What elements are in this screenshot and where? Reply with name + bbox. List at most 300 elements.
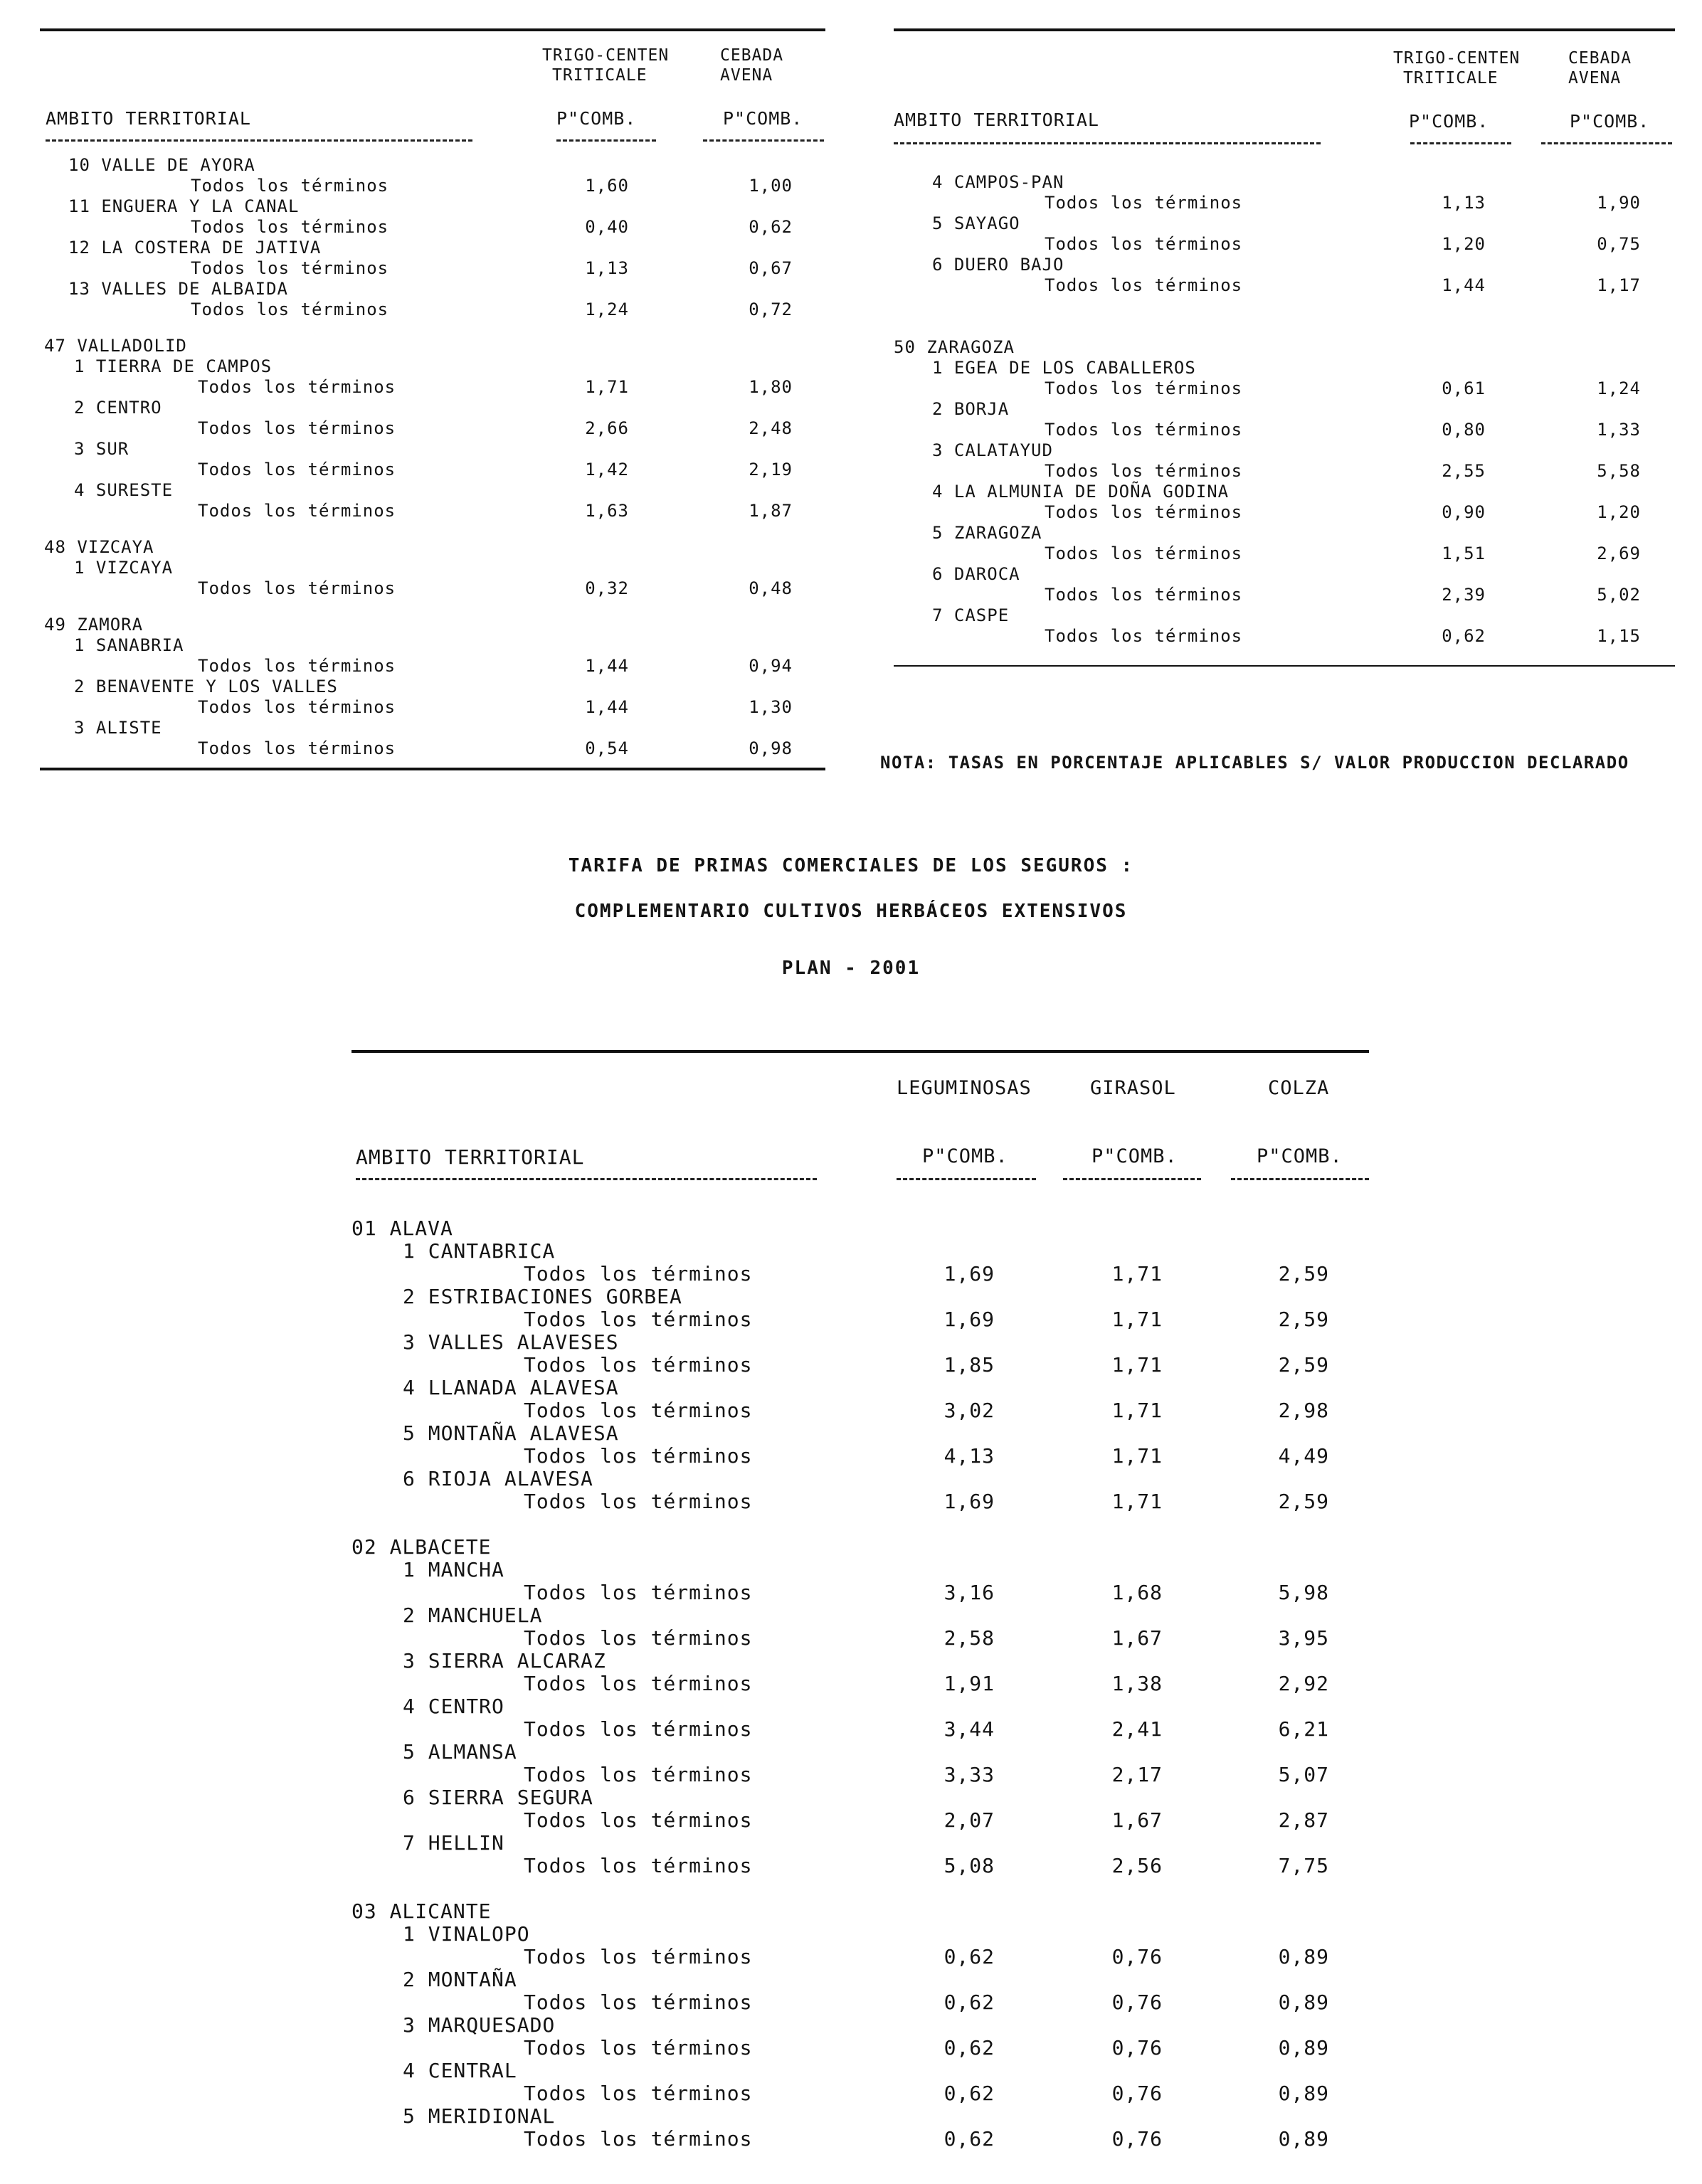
value-row (40, 697, 825, 718)
value-cell-3: 0,89 (1278, 1990, 1329, 2014)
comarca-row (40, 677, 825, 697)
girasol-header: GIRASOL (1090, 1077, 1176, 1099)
comarca-row (352, 1239, 1369, 1262)
row-label: 03 ALICANTE (352, 1899, 492, 1923)
row-label: 3 ALISTE (74, 718, 162, 738)
comarca-row (894, 564, 1675, 585)
value-row (40, 656, 825, 677)
row-label: 1 VINALOPO (403, 1922, 530, 1946)
value-cell-3: 0,89 (1278, 2036, 1329, 2060)
value-cell-1: 1,42 (585, 460, 629, 479)
value-cell-1: 1,44 (585, 656, 629, 676)
value-cell-2: 1,33 (1597, 420, 1641, 440)
row-label: Todos los términos (524, 1808, 753, 1832)
row-label: 2 ESTRIBACIONES GORBEA (403, 1285, 682, 1308)
row-label: Todos los términos (1045, 461, 1243, 481)
comarca-row (352, 1285, 1369, 1308)
value-cell-3: 2,59 (1278, 1262, 1329, 1286)
value-cell-2: 0,75 (1597, 234, 1641, 254)
value-row (40, 217, 825, 238)
value-row (352, 1990, 1369, 2013)
col2-dash (1541, 142, 1672, 144)
value-cell-1: 1,20 (1442, 234, 1486, 254)
value-cell-1: 1,44 (1442, 275, 1486, 295)
row-label: Todos los términos (1045, 420, 1243, 440)
row-label: Todos los términos (198, 418, 396, 438)
value-cell-1: 2,07 (944, 1808, 995, 1832)
value-cell-2: 0,48 (749, 578, 793, 598)
col1-header-line2: TRITICALE (1403, 69, 1498, 88)
row-label: Todos los términos (198, 460, 396, 479)
row-label: Todos los términos (198, 656, 396, 676)
girasol-subheader: P"COMB. (1092, 1145, 1178, 1167)
comarca-row (40, 558, 825, 578)
row-label: 1 TIERRA DE CAMPOS (74, 356, 273, 376)
colza-header: COLZA (1268, 1077, 1330, 1099)
row-label: Todos los términos (524, 1626, 753, 1650)
row-label: 3 SIERRA ALCARAZ (403, 1649, 606, 1673)
row-label: 5 MERIDIONAL (403, 2104, 556, 2128)
col2-header (720, 46, 783, 85)
table-body (352, 1216, 1369, 2150)
row-label: 2 CENTRO (74, 398, 162, 418)
row-label: 4 CAMPOS-PAN (932, 172, 1064, 192)
ambito-dash (46, 139, 472, 142)
value-cell-2: 0,98 (749, 738, 793, 758)
row-label: Todos los términos (524, 1444, 753, 1468)
ambito-dash (356, 1178, 817, 1180)
value-cell-1: 1,69 (944, 1262, 995, 1286)
value-row (40, 738, 825, 759)
value-cell-2: 1,71 (1111, 1399, 1163, 1422)
value-row (894, 193, 1675, 213)
row-label: 4 LLANADA ALAVESA (403, 1376, 619, 1399)
row-label: Todos los términos (1045, 626, 1243, 646)
col1-header (1393, 48, 1520, 88)
value-cell-1: 2,66 (585, 418, 629, 438)
table-header (352, 1053, 1369, 1187)
value-row (40, 501, 825, 521)
value-cell-1: 0,62 (944, 2082, 995, 2105)
table-body (40, 155, 825, 759)
row-label: Todos los términos (198, 697, 396, 717)
province-row (40, 615, 825, 635)
value-cell-2: 2,48 (749, 418, 793, 438)
row-label: 2 MANCHUELA (403, 1603, 543, 1627)
value-cell-1: 2,39 (1442, 585, 1486, 605)
value-row (40, 176, 825, 196)
row-label: Todos los términos (1045, 544, 1243, 563)
col1-dash (1410, 142, 1511, 144)
row-label: 1 MANCHA (403, 1558, 504, 1581)
bottom-rule (40, 768, 825, 770)
value-cell-2: 1,68 (1111, 1581, 1163, 1604)
value-cell-2: 0,76 (1111, 2082, 1163, 2105)
row-label: Todos los términos (524, 2127, 753, 2151)
value-cell-1: 3,33 (944, 1763, 995, 1786)
value-row (894, 378, 1675, 399)
value-row (40, 258, 825, 279)
value-cell-1: 1,60 (585, 176, 629, 196)
comarca-row (352, 2104, 1369, 2127)
value-cell-2: 0,76 (1111, 2127, 1163, 2151)
value-row (894, 275, 1675, 296)
comarca-row (40, 718, 825, 738)
value-cell-1: 0,62 (944, 1945, 995, 1968)
ambito-header: AMBITO TERRITORIAL (46, 108, 251, 129)
row-label: Todos los términos (524, 1399, 753, 1422)
value-cell-1: 2,58 (944, 1626, 995, 1650)
value-row (352, 1262, 1369, 1285)
col2-header (1568, 48, 1632, 88)
value-cell-1: 0,32 (585, 578, 629, 598)
col2-dash (703, 139, 824, 142)
value-cell-2: 1,71 (1111, 1490, 1163, 1513)
row-label: 5 SAYAGO (932, 213, 1020, 233)
note-text: NOTA: TASAS EN PORCENTAJE APLICABLES S/ VALOR PRODUCCION DECLARADO (880, 753, 1629, 773)
value-cell-2: 0,62 (749, 217, 793, 237)
row-label: Todos los términos (524, 1262, 753, 1286)
col2-subheader: P"COMB. (723, 108, 803, 129)
col1-header-line2: TRITICALE (552, 66, 648, 85)
value-cell-3: 5,07 (1278, 1763, 1329, 1786)
row-label: 3 VALLES ALAVESES (403, 1330, 619, 1354)
value-cell-3: 2,59 (1278, 1353, 1329, 1377)
row-label: 47 VALLADOLID (44, 336, 187, 356)
row-label: 6 DAROCA (932, 564, 1020, 584)
value-cell-2: 0,76 (1111, 1945, 1163, 1968)
value-cell-3: 3,95 (1278, 1626, 1329, 1650)
value-row (352, 1581, 1369, 1603)
value-row (352, 2082, 1369, 2104)
value-row (894, 544, 1675, 564)
value-cell-1: 1,91 (944, 1672, 995, 1695)
top-left-table (40, 28, 825, 770)
page-title-line3: PLAN - 2001 (781, 958, 921, 979)
ambito-header: AMBITO TERRITORIAL (894, 110, 1099, 130)
row-label: 2 MONTAÑA (403, 1968, 517, 1991)
value-row (40, 460, 825, 480)
value-cell-2: 2,19 (749, 460, 793, 479)
col2-header-line2: AVENA (720, 66, 773, 85)
comarca-row (352, 1786, 1369, 1808)
value-cell-3: 0,89 (1278, 2127, 1329, 2151)
value-cell-2: 1,71 (1111, 1262, 1163, 1286)
value-cell-3: 2,87 (1278, 1808, 1329, 1832)
row-label: 1 CANTABRICA (403, 1239, 556, 1263)
value-cell-2: 2,56 (1111, 1854, 1163, 1877)
value-cell-2: 0,76 (1111, 1990, 1163, 2014)
province-row (352, 1899, 1369, 1922)
value-cell-3: 2,98 (1278, 1399, 1329, 1422)
value-row (352, 1945, 1369, 1968)
row-label: 01 ALAVA (352, 1216, 453, 1240)
comarca-row (352, 1467, 1369, 1490)
value-row (352, 1672, 1369, 1695)
comarca-row (40, 238, 825, 258)
table-body (894, 172, 1675, 647)
value-cell-1: 0,62 (944, 2127, 995, 2151)
row-label: Todos los términos (524, 1353, 753, 1377)
value-row (40, 418, 825, 439)
province-row (352, 1535, 1369, 1558)
col1-dash (556, 139, 656, 142)
row-label: 7 HELLIN (403, 1831, 504, 1855)
value-cell-1: 3,02 (944, 1399, 995, 1422)
value-row (352, 1808, 1369, 1831)
comarca-row (352, 1603, 1369, 1626)
row-label: 12 LA COSTERA DE JATIVA (68, 238, 322, 258)
comarca-row (352, 2059, 1369, 2082)
comarca-row (40, 356, 825, 377)
value-row (352, 1717, 1369, 1740)
comarca-row (352, 1376, 1369, 1399)
row-label: Todos los términos (524, 2036, 753, 2060)
row-label: Todos los términos (524, 1945, 753, 1968)
comarca-row (40, 155, 825, 176)
value-row (40, 578, 825, 599)
value-row (352, 1854, 1369, 1877)
row-label: 5 MONTAÑA ALAVESA (403, 1421, 619, 1445)
row-label: Todos los términos (1045, 234, 1243, 254)
leguminosas-dash (897, 1178, 1036, 1180)
value-cell-3: 7,75 (1278, 1854, 1329, 1877)
value-cell-2: 0,94 (749, 656, 793, 676)
col2-header-line2: AVENA (1568, 69, 1622, 88)
value-row (40, 299, 825, 320)
value-cell-1: 2,55 (1442, 461, 1486, 481)
row-label: Todos los términos (524, 1490, 753, 1513)
row-label: 6 SIERRA SEGURA (403, 1786, 593, 1809)
top-right-table (894, 28, 1675, 667)
table-header (40, 31, 825, 145)
row-label: 6 DUERO BAJO (932, 255, 1064, 275)
comarca-row (352, 1831, 1369, 1854)
province-row (40, 336, 825, 356)
value-row (894, 420, 1675, 440)
row-label: 48 VIZCAYA (44, 537, 154, 557)
row-label: 4 CENTRAL (403, 2059, 517, 2082)
row-label: Todos los términos (524, 1854, 753, 1877)
value-cell-2: 0,76 (1111, 2036, 1163, 2060)
ambito-header: AMBITO TERRITORIAL (356, 1145, 585, 1169)
row-label: 11 ENGUERA Y LA CANAL (68, 196, 300, 216)
row-label: Todos los términos (524, 1990, 753, 2014)
page-title-line1: TARIFA DE PRIMAS COMERCIALES DE LOS SEGUROS : (568, 855, 1134, 876)
value-cell-1: 0,54 (585, 738, 629, 758)
row-label: Todos los términos (198, 501, 396, 521)
value-row (894, 234, 1675, 255)
value-cell-1: 3,16 (944, 1581, 995, 1604)
value-cell-2: 1,00 (749, 176, 793, 196)
comarca-row (352, 1968, 1369, 1990)
comarca-row (352, 1421, 1369, 1444)
value-cell-2: 1,71 (1111, 1308, 1163, 1331)
comarca-row (40, 398, 825, 418)
row-label: 1 SANABRIA (74, 635, 184, 655)
value-cell-2: 5,58 (1597, 461, 1641, 481)
comarca-row (894, 358, 1675, 378)
col1-subheader: P"COMB. (556, 108, 637, 129)
leguminosas-header: LEGUMINOSAS (897, 1077, 1032, 1099)
value-cell-1: 5,08 (944, 1854, 995, 1877)
col1-header-line1: TRIGO-CENTEN (542, 46, 670, 65)
row-label: 1 EGEA DE LOS CABALLEROS (932, 358, 1196, 378)
row-label: 4 LA ALMUNIA DE DOÑA GODINA (932, 482, 1230, 502)
row-label: Todos los términos (198, 578, 396, 598)
comarca-row (352, 1922, 1369, 1945)
value-cell-1: 4,13 (944, 1444, 995, 1468)
girasol-dash (1063, 1178, 1201, 1180)
row-label: Todos los términos (524, 1717, 753, 1741)
row-label: 02 ALBACETE (352, 1535, 492, 1559)
value-cell-2: 5,02 (1597, 585, 1641, 605)
value-cell-3: 0,89 (1278, 2082, 1329, 2105)
col1-header (542, 46, 669, 85)
value-row (352, 2127, 1369, 2150)
comarca-row (894, 605, 1675, 626)
col2-header-line1: CEBADA (1568, 49, 1632, 68)
comarca-row (894, 213, 1675, 234)
value-cell-3: 2,59 (1278, 1308, 1329, 1331)
comarca-row (352, 2013, 1369, 2036)
value-cell-2: 1,30 (749, 697, 793, 717)
row-label: 50 ZARAGOZA (894, 337, 1015, 357)
row-label: Todos los términos (191, 299, 389, 319)
row-label: 2 BENAVENTE Y LOS VALLES (74, 677, 338, 696)
value-cell-2: 1,87 (749, 501, 793, 521)
value-cell-1: 0,61 (1442, 378, 1486, 398)
province-row (894, 337, 1675, 358)
value-cell-2: 1,67 (1111, 1808, 1163, 1832)
value-cell-2: 2,41 (1111, 1717, 1163, 1741)
value-cell-3: 0,89 (1278, 1945, 1329, 1968)
row-label: 1 VIZCAYA (74, 558, 174, 578)
value-cell-1: 1,44 (585, 697, 629, 717)
leguminosas-subheader: P"COMB. (922, 1145, 1008, 1167)
row-label: 2 BORJA (932, 399, 1010, 419)
col1-subheader: P"COMB. (1409, 111, 1489, 132)
colza-subheader: P"COMB. (1257, 1145, 1343, 1167)
page-title-line2: COMPLEMENTARIO CULTIVOS HERBÁCEOS EXTENSIVOS (574, 901, 1128, 922)
table-header (894, 31, 1675, 145)
row-label: Todos los términos (1045, 502, 1243, 522)
bottom-rule (894, 665, 1675, 667)
comarca-row (352, 1740, 1369, 1763)
value-row (352, 1308, 1369, 1330)
row-label: 7 CASPE (932, 605, 1010, 625)
value-row (894, 461, 1675, 482)
value-cell-1: 0,62 (944, 2036, 995, 2060)
comarca-row (40, 439, 825, 460)
value-cell-1: 1,71 (585, 377, 629, 397)
value-cell-2: 1,38 (1111, 1672, 1163, 1695)
value-cell-1: 1,69 (944, 1490, 995, 1513)
comarca-row (352, 1558, 1369, 1581)
comarca-row (352, 1695, 1369, 1717)
comarca-row (352, 1649, 1369, 1672)
comarca-row (40, 196, 825, 217)
row-label: Todos los términos (198, 377, 396, 397)
row-label: Todos los términos (524, 1308, 753, 1331)
value-cell-1: 0,62 (1442, 626, 1486, 646)
row-label: 5 ZARAGOZA (932, 523, 1042, 543)
value-row (40, 377, 825, 398)
value-cell-1: 0,90 (1442, 502, 1486, 522)
value-row (894, 585, 1675, 605)
comarca-row (894, 255, 1675, 275)
value-cell-1: 0,40 (585, 217, 629, 237)
row-label: 3 SUR (74, 439, 130, 459)
row-label: Todos los términos (191, 217, 389, 237)
value-cell-2: 1,90 (1597, 193, 1641, 213)
row-label: Todos los términos (198, 738, 396, 758)
province-row (352, 1216, 1369, 1239)
value-cell-1: 1,69 (944, 1308, 995, 1331)
value-cell-3: 5,98 (1278, 1581, 1329, 1604)
value-cell-3: 2,92 (1278, 1672, 1329, 1695)
value-cell-1: 1,13 (585, 258, 629, 278)
value-cell-1: 1,63 (585, 501, 629, 521)
value-cell-2: 1,24 (1597, 378, 1641, 398)
value-cell-3: 2,59 (1278, 1490, 1329, 1513)
col2-header-line1: CEBADA (720, 46, 784, 65)
comarca-row (894, 172, 1675, 193)
row-label: 13 VALLES DE ALBAIDA (68, 279, 288, 299)
ambito-dash (894, 142, 1321, 144)
row-label: Todos los términos (524, 1581, 753, 1604)
comarca-row (352, 1330, 1369, 1353)
comarca-row (894, 482, 1675, 502)
row-label: Todos los términos (1045, 585, 1243, 605)
value-cell-2: 2,69 (1597, 544, 1641, 563)
row-label: Todos los términos (1045, 275, 1243, 295)
value-row (352, 1353, 1369, 1376)
row-label: 3 CALATAYUD (932, 440, 1053, 460)
value-cell-2: 1,20 (1597, 502, 1641, 522)
row-label: 49 ZAMORA (44, 615, 144, 635)
value-cell-2: 1,71 (1111, 1353, 1163, 1377)
row-label: 4 CENTRO (403, 1695, 504, 1718)
col2-subheader: P"COMB. (1570, 111, 1650, 132)
row-label: Todos los términos (191, 258, 389, 278)
value-cell-2: 1,80 (749, 377, 793, 397)
col1-header-line1: TRIGO-CENTEN (1393, 49, 1521, 68)
value-cell-2: 2,17 (1111, 1763, 1163, 1786)
value-cell-2: 1,15 (1597, 626, 1641, 646)
value-cell-1: 1,85 (944, 1353, 995, 1377)
value-cell-1: 3,44 (944, 1717, 995, 1741)
value-row (352, 1399, 1369, 1421)
value-cell-2: 0,72 (749, 299, 793, 319)
row-label: Todos los términos (524, 1672, 753, 1695)
value-row (352, 1490, 1369, 1512)
row-label: 10 VALLE DE AYORA (68, 155, 255, 175)
comarca-row (894, 523, 1675, 544)
colza-dash (1231, 1178, 1369, 1180)
row-label: Todos los términos (191, 176, 389, 196)
value-row (352, 2036, 1369, 2059)
comarca-row (894, 399, 1675, 420)
row-label: Todos los términos (524, 1763, 753, 1786)
row-label: 6 RIOJA ALAVESA (403, 1467, 593, 1490)
value-cell-1: 1,13 (1442, 193, 1486, 213)
row-label: Todos los términos (524, 2082, 753, 2105)
value-cell-3: 4,49 (1278, 1444, 1329, 1468)
bottom-table (352, 1050, 1369, 2150)
value-row (894, 626, 1675, 647)
value-cell-1: 0,62 (944, 1990, 995, 2014)
